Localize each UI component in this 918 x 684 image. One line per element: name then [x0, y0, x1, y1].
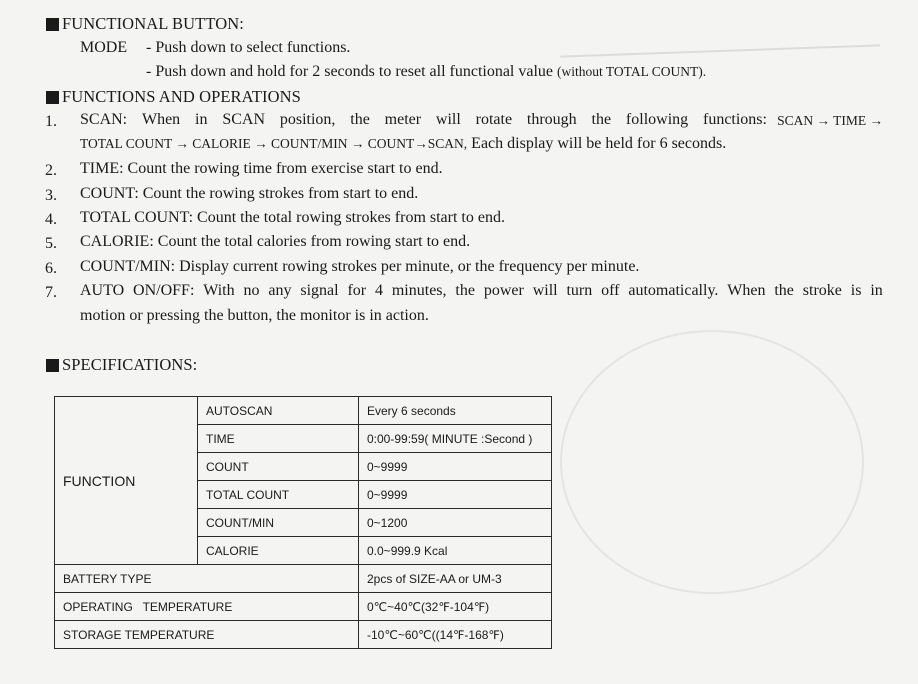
item-number: 1. [45, 113, 57, 130]
word: the [774, 282, 794, 299]
table-row [55, 397, 552, 425]
word: is [850, 282, 862, 299]
scan-sequence-b: TOTAL COUNT → CALORIE → COUNT/MIN → COUNT→SCAN, [80, 136, 468, 151]
word: no [243, 282, 260, 299]
word: ON/OFF: [133, 282, 195, 299]
word: off [601, 282, 620, 299]
word: When [727, 282, 766, 299]
scan-sequence-a: SCAN → TIME → [777, 113, 883, 128]
function-cell: FUNCTION [55, 397, 198, 565]
spec-value: 0:00-99:59( MINUTE :Second ) [359, 425, 552, 453]
spec-value: -10℃~60℃((14℉-168℉) [359, 621, 552, 649]
spec-label: COUNT [198, 453, 359, 481]
word: through [526, 111, 577, 128]
item-count: COUNT: Count the rowing strokes from start to end. [80, 185, 419, 202]
mode-label: MODE [80, 39, 128, 56]
word: 4 [374, 282, 383, 299]
item-number: 5. [45, 235, 57, 252]
mode-line-2-note: (without TOTAL COUNT). [557, 64, 707, 79]
auto-line-1 [80, 282, 883, 300]
scan-line-1 [80, 111, 883, 130]
word: will [532, 282, 558, 299]
word: SCAN: [80, 111, 128, 128]
item-number: 6. [45, 260, 57, 277]
spec-value: 0℃~40℃(32℉-104℉) [359, 593, 552, 621]
spec-label: TOTAL COUNT [198, 481, 359, 509]
word: in [870, 282, 883, 299]
item-calorie: CALORIE: Count the total calories from rowing start to end. [80, 233, 471, 250]
functions-heading: FUNCTIONS AND OPERATIONS [46, 87, 301, 107]
word: for [347, 282, 367, 299]
item-number: 4. [45, 211, 57, 228]
spec-value: 0~1200 [359, 509, 552, 537]
bullet-square [46, 91, 59, 104]
bleed-through-scribble [560, 330, 864, 594]
spec-value: Every 6 seconds [359, 397, 552, 425]
item-count-min: COUNT/MIN: Display current rowing strokes per minute, or the frequency per minute. [80, 258, 640, 275]
spec-label: AUTOSCAN [198, 397, 359, 425]
word: any [268, 282, 292, 299]
mode-line-2: - Push down and hold for 2 seconds to reset all functional value (without TOTAL COUNT). [146, 63, 707, 80]
word: the [591, 111, 612, 128]
spec-label: STORAGE TEMPERATURE [55, 621, 359, 649]
mode-line-1: - Push down to select functions. [146, 39, 351, 56]
spec-label: BATTERY TYPE [55, 565, 359, 593]
specifications-heading: SPECIFICATIONS: [46, 355, 197, 375]
table-row [55, 565, 552, 593]
item-number: 2. [45, 162, 57, 179]
word: will [435, 111, 461, 128]
spec-value: 0~9999 [359, 481, 552, 509]
scan-words [80, 111, 767, 130]
scan-sequence-tail: Each display will be held for 6 seconds. [471, 135, 727, 152]
word: With [203, 282, 235, 299]
bullet-square [46, 18, 59, 31]
spec-label: TIME [198, 425, 359, 453]
word: the [455, 282, 475, 299]
word: minutes, [391, 282, 447, 299]
word: in [195, 111, 208, 128]
spec-value: 2pcs of SIZE-AA or UM-3 [359, 565, 552, 593]
word: signal [300, 282, 339, 299]
specifications-table [54, 396, 552, 649]
bullet-square [46, 359, 59, 372]
word: meter [384, 111, 422, 128]
word: following [625, 111, 689, 128]
word: When [141, 111, 181, 128]
bleed-through-scribble [560, 30, 880, 57]
spec-label: OPERATING TEMPERATURE [55, 593, 359, 621]
auto-line-2: motion or pressing the button, the monitor is in action. [80, 307, 429, 324]
spec-value: 0~9999 [359, 453, 552, 481]
word: SCAN [222, 111, 265, 128]
word: position, [279, 111, 336, 128]
table-row [55, 621, 552, 649]
word: power [483, 282, 524, 299]
word: functions: [702, 111, 767, 128]
word: automatically. [628, 282, 719, 299]
functional-button-heading: FUNCTIONAL BUTTON: [46, 14, 244, 34]
item-total-count: TOTAL COUNT: Count the total rowing strokes from start to end. [80, 209, 505, 226]
word: AUTO [80, 282, 125, 299]
word: the [350, 111, 370, 128]
spec-label: COUNT/MIN [198, 509, 359, 537]
word: rotate [475, 111, 513, 128]
spec-value: 0.0~999.9 Kcal [359, 537, 552, 565]
word: turn [566, 282, 593, 299]
spec-label: CALORIE [198, 537, 359, 565]
scan-line-2 [80, 135, 726, 153]
item-number: 3. [45, 187, 57, 204]
item-number: 7. [45, 284, 57, 301]
item-time: TIME: Count the rowing time from exercise start to end. [80, 160, 443, 177]
word: stroke [802, 282, 842, 299]
table-row [55, 593, 552, 621]
